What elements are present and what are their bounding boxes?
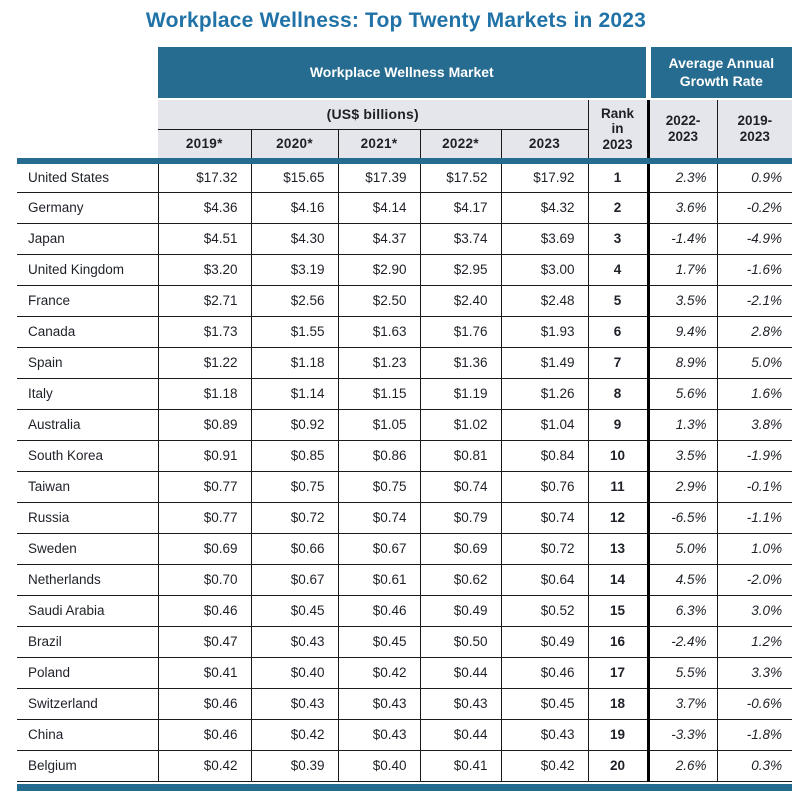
year-header-2019: 2019* [158, 129, 251, 161]
table-row [17, 254, 792, 285]
country-cell: Spain [17, 347, 158, 378]
table-row [17, 409, 792, 440]
rank-column-header: Rank in 2023 [588, 99, 648, 161]
spacer-cell [17, 99, 158, 129]
value-2021-cell: $0.61 [338, 564, 420, 595]
table-row [17, 192, 792, 223]
rank-cell: 20 [588, 750, 648, 781]
value-2023-cell: $0.49 [501, 626, 588, 657]
table-header [17, 47, 792, 161]
value-2019-cell: $4.51 [158, 223, 251, 254]
rank-cell: 7 [588, 347, 648, 378]
table-row [17, 223, 792, 254]
table-row [17, 595, 792, 626]
country-cell: Russia [17, 502, 158, 533]
value-2021-cell: $1.05 [338, 409, 420, 440]
value-2020-cell: $0.72 [251, 502, 338, 533]
value-2019-cell: $0.46 [158, 719, 251, 750]
rank-cell: 16 [588, 626, 648, 657]
growth-2022-2023-cell: 2.6% [648, 750, 717, 781]
country-cell: Japan [17, 223, 158, 254]
value-2021-cell: $0.42 [338, 657, 420, 688]
value-2019-cell: $0.46 [158, 595, 251, 626]
value-2022-cell: $17.52 [420, 161, 501, 192]
value-2019-cell: $17.32 [158, 161, 251, 192]
value-2020-cell: $0.92 [251, 409, 338, 440]
growth-2022-2023-cell: -1.4% [648, 223, 717, 254]
value-2022-cell: $3.74 [420, 223, 501, 254]
value-2022-cell: $2.40 [420, 285, 501, 316]
country-cell: Canada [17, 316, 158, 347]
growth-2022-2023-cell: 5.0% [648, 533, 717, 564]
rank-cell: 1 [588, 161, 648, 192]
country-cell: Italy [17, 378, 158, 409]
growth-2019-2023-cell: 1.6% [717, 378, 792, 409]
rank-cell: 4 [588, 254, 648, 285]
year-header-2020: 2020* [251, 129, 338, 161]
value-2019-cell: $1.18 [158, 378, 251, 409]
year-header-2021: 2021* [338, 129, 420, 161]
country-cell: Taiwan [17, 471, 158, 502]
growth-2019-2023-cell: 3.0% [717, 595, 792, 626]
rank-cell: 19 [588, 719, 648, 750]
value-2020-cell: $0.43 [251, 688, 338, 719]
growth-2019-2023-cell: 2.8% [717, 316, 792, 347]
value-2020-cell: $1.55 [251, 316, 338, 347]
table-row [17, 471, 792, 502]
value-2023-cell: $1.93 [501, 316, 588, 347]
growth-2022-2023-cell: 3.5% [648, 285, 717, 316]
value-2021-cell: $2.50 [338, 285, 420, 316]
value-2021-cell: $0.45 [338, 626, 420, 657]
growth-2019-2023-cell: -1.8% [717, 719, 792, 750]
value-2020-cell: $0.85 [251, 440, 338, 471]
value-2022-cell: $0.49 [420, 595, 501, 626]
value-2021-cell: $4.37 [338, 223, 420, 254]
value-2020-cell: $1.14 [251, 378, 338, 409]
growth-2019-2023-cell: 1.0% [717, 533, 792, 564]
wellness-market-table [17, 47, 792, 782]
value-2021-cell: $17.39 [338, 161, 420, 192]
growth-2019-2023-cell: 3.3% [717, 657, 792, 688]
table-row [17, 626, 792, 657]
value-2023-cell: $0.74 [501, 502, 588, 533]
growth-2019-2023-cell: 0.9% [717, 161, 792, 192]
value-2020-cell: $0.67 [251, 564, 338, 595]
table-row [17, 688, 792, 719]
market-group-header: Workplace Wellness Market [158, 47, 648, 99]
country-cell: France [17, 285, 158, 316]
growth-2019-2023-cell: -1.6% [717, 254, 792, 285]
growth-2022-2023-cell: 4.5% [648, 564, 717, 595]
spacer-cell [17, 129, 158, 161]
growth-2022-2023-cell: 3.7% [648, 688, 717, 719]
rank-cell: 5 [588, 285, 648, 316]
year-header-2022: 2022* [420, 129, 501, 161]
value-2021-cell: $1.15 [338, 378, 420, 409]
value-2020-cell: $0.45 [251, 595, 338, 626]
growth-2019-2023-cell: 0.3% [717, 750, 792, 781]
country-cell: Netherlands [17, 564, 158, 595]
growth-2019-2023-cell: -1.9% [717, 440, 792, 471]
rank-cell: 3 [588, 223, 648, 254]
value-2022-cell: $0.43 [420, 688, 501, 719]
value-2019-cell: $0.91 [158, 440, 251, 471]
growth-2022-2023-cell: 6.3% [648, 595, 717, 626]
rank-cell: 6 [588, 316, 648, 347]
value-2022-cell: $0.81 [420, 440, 501, 471]
value-2022-cell: $0.44 [420, 719, 501, 750]
value-2023-cell: $1.26 [501, 378, 588, 409]
country-cell: Sweden [17, 533, 158, 564]
value-2023-cell: $0.72 [501, 533, 588, 564]
units-header: (US$ billions) [158, 99, 588, 129]
value-2022-cell: $0.62 [420, 564, 501, 595]
value-2023-cell: $2.48 [501, 285, 588, 316]
value-2022-cell: $0.79 [420, 502, 501, 533]
growth-2022-2023-cell: 2.3% [648, 161, 717, 192]
rank-cell: 8 [588, 378, 648, 409]
value-2023-cell: $1.49 [501, 347, 588, 378]
value-2021-cell: $0.43 [338, 719, 420, 750]
country-cell: United States [17, 161, 158, 192]
growth-2022-2023-header: 2022-2023 [648, 99, 717, 161]
value-2021-cell: $0.67 [338, 533, 420, 564]
value-2023-cell: $4.32 [501, 192, 588, 223]
growth-group-header: Average Annual Growth Rate [648, 47, 792, 99]
value-2020-cell: $0.42 [251, 719, 338, 750]
country-cell: Germany [17, 192, 158, 223]
rank-cell: 10 [588, 440, 648, 471]
rank-cell: 17 [588, 657, 648, 688]
table-row [17, 316, 792, 347]
value-2021-cell: $0.74 [338, 502, 420, 533]
table-row [17, 502, 792, 533]
growth-2022-2023-cell: -3.3% [648, 719, 717, 750]
value-2023-cell: $0.43 [501, 719, 588, 750]
growth-2022-2023-cell: 1.7% [648, 254, 717, 285]
rank-cell: 14 [588, 564, 648, 595]
country-cell: China [17, 719, 158, 750]
value-2022-cell: $0.50 [420, 626, 501, 657]
country-cell: Saudi Arabia [17, 595, 158, 626]
value-2023-cell: $0.52 [501, 595, 588, 626]
value-2020-cell: $2.56 [251, 285, 338, 316]
value-2022-cell: $0.44 [420, 657, 501, 688]
value-2020-cell: $4.30 [251, 223, 338, 254]
value-2023-cell: $0.64 [501, 564, 588, 595]
value-2021-cell: $0.86 [338, 440, 420, 471]
growth-2019-2023-cell: -4.9% [717, 223, 792, 254]
country-cell: Poland [17, 657, 158, 688]
value-2020-cell: $0.40 [251, 657, 338, 688]
country-cell: Australia [17, 409, 158, 440]
growth-2019-2023-cell: -0.1% [717, 471, 792, 502]
value-2023-cell: $0.45 [501, 688, 588, 719]
value-2019-cell: $2.71 [158, 285, 251, 316]
value-2019-cell: $0.47 [158, 626, 251, 657]
spacer-cell [17, 47, 158, 99]
bottom-accent-bar [17, 784, 792, 791]
country-cell: South Korea [17, 440, 158, 471]
value-2019-cell: $0.77 [158, 471, 251, 502]
value-2022-cell: $4.17 [420, 192, 501, 223]
value-2023-cell: $3.69 [501, 223, 588, 254]
growth-2019-2023-cell: -0.6% [717, 688, 792, 719]
value-2021-cell: $1.23 [338, 347, 420, 378]
value-2019-cell: $4.36 [158, 192, 251, 223]
value-2021-cell: $2.90 [338, 254, 420, 285]
value-2023-cell: $0.76 [501, 471, 588, 502]
value-2020-cell: $0.39 [251, 750, 338, 781]
country-cell: Brazil [17, 626, 158, 657]
value-2019-cell: $1.73 [158, 316, 251, 347]
value-2023-cell: $0.42 [501, 750, 588, 781]
header-units-row [17, 99, 792, 129]
value-2019-cell: $0.70 [158, 564, 251, 595]
value-2021-cell: $4.14 [338, 192, 420, 223]
table-row [17, 285, 792, 316]
value-2023-cell: $0.84 [501, 440, 588, 471]
value-2020-cell: $0.66 [251, 533, 338, 564]
value-2023-cell: $17.92 [501, 161, 588, 192]
growth-2022-2023-cell: -2.4% [648, 626, 717, 657]
value-2021-cell: $0.75 [338, 471, 420, 502]
value-2022-cell: $1.76 [420, 316, 501, 347]
growth-2022-2023-cell: 2.9% [648, 471, 717, 502]
growth-2019-2023-cell: -1.1% [717, 502, 792, 533]
value-2019-cell: $0.46 [158, 688, 251, 719]
value-2019-cell: $0.41 [158, 657, 251, 688]
country-cell: Switzerland [17, 688, 158, 719]
table-row [17, 719, 792, 750]
growth-2022-2023-cell: 5.6% [648, 378, 717, 409]
value-2020-cell: $15.65 [251, 161, 338, 192]
growth-2022-2023-cell: 3.5% [648, 440, 717, 471]
growth-2022-2023-cell: 3.6% [648, 192, 717, 223]
table-row [17, 161, 792, 192]
value-2022-cell: $2.95 [420, 254, 501, 285]
growth-2019-2023-cell: -2.1% [717, 285, 792, 316]
value-2019-cell: $0.77 [158, 502, 251, 533]
value-2022-cell: $1.36 [420, 347, 501, 378]
value-2021-cell: $0.43 [338, 688, 420, 719]
table-row [17, 564, 792, 595]
value-2021-cell: $1.63 [338, 316, 420, 347]
value-2023-cell: $1.04 [501, 409, 588, 440]
growth-2022-2023-cell: 9.4% [648, 316, 717, 347]
value-2023-cell: $3.00 [501, 254, 588, 285]
value-2020-cell: $3.19 [251, 254, 338, 285]
rank-cell: 12 [588, 502, 648, 533]
rank-cell: 11 [588, 471, 648, 502]
value-2019-cell: $0.89 [158, 409, 251, 440]
growth-2019-2023-cell: 5.0% [717, 347, 792, 378]
rank-cell: 2 [588, 192, 648, 223]
table-row [17, 347, 792, 378]
value-2022-cell: $0.69 [420, 533, 501, 564]
rank-cell: 13 [588, 533, 648, 564]
value-2020-cell: $4.16 [251, 192, 338, 223]
growth-2019-2023-header: 2019-2023 [717, 99, 792, 161]
table-body [17, 161, 792, 781]
growth-2019-2023-cell: 3.8% [717, 409, 792, 440]
value-2019-cell: $0.42 [158, 750, 251, 781]
rank-cell: 18 [588, 688, 648, 719]
table-row [17, 378, 792, 409]
value-2022-cell: $1.02 [420, 409, 501, 440]
growth-2019-2023-cell: 1.2% [717, 626, 792, 657]
country-cell: Belgium [17, 750, 158, 781]
table-row [17, 750, 792, 781]
value-2019-cell: $3.20 [158, 254, 251, 285]
growth-2022-2023-cell: -6.5% [648, 502, 717, 533]
value-2022-cell: $0.41 [420, 750, 501, 781]
rank-cell: 9 [588, 409, 648, 440]
value-2023-cell: $0.46 [501, 657, 588, 688]
growth-2019-2023-cell: -0.2% [717, 192, 792, 223]
value-2022-cell: $0.74 [420, 471, 501, 502]
value-2020-cell: $0.43 [251, 626, 338, 657]
year-header-2023: 2023 [501, 129, 588, 161]
country-cell: United Kingdom [17, 254, 158, 285]
value-2020-cell: $1.18 [251, 347, 338, 378]
growth-2019-2023-cell: -2.0% [717, 564, 792, 595]
value-2021-cell: $0.46 [338, 595, 420, 626]
figure-title: Workplace Wellness: Top Twenty Markets in 2023 [145, 9, 647, 32]
rank-cell: 15 [588, 595, 648, 626]
header-group-row [17, 47, 792, 99]
value-2019-cell: $1.22 [158, 347, 251, 378]
growth-2022-2023-cell: 8.9% [648, 347, 717, 378]
table-row [17, 440, 792, 471]
value-2021-cell: $0.40 [338, 750, 420, 781]
value-2022-cell: $1.19 [420, 378, 501, 409]
value-2019-cell: $0.69 [158, 533, 251, 564]
growth-2022-2023-cell: 1.3% [648, 409, 717, 440]
table-row [17, 533, 792, 564]
value-2020-cell: $0.75 [251, 471, 338, 502]
growth-2022-2023-cell: 5.5% [648, 657, 717, 688]
table-row [17, 657, 792, 688]
